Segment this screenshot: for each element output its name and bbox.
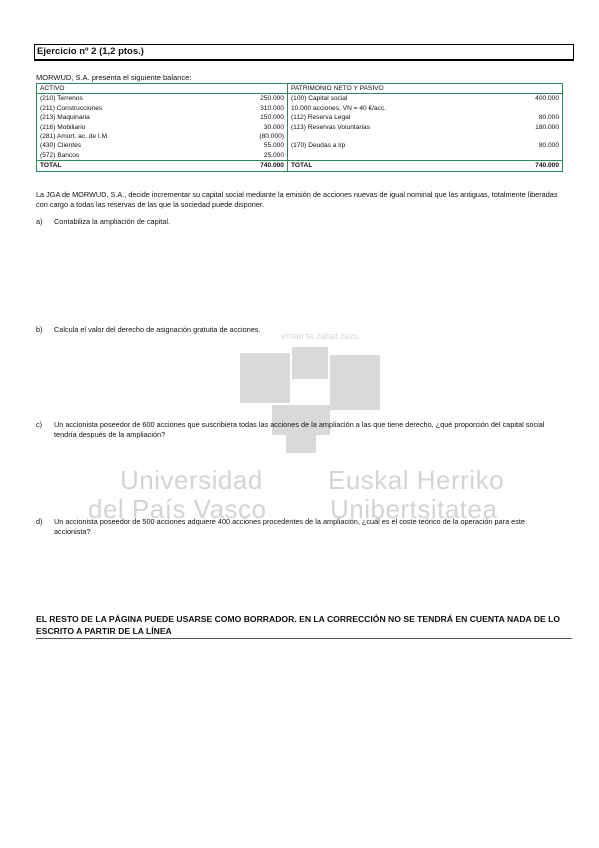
question-text: Contabiliza la ampliación de capital. xyxy=(54,217,171,226)
balance-row xyxy=(37,132,563,141)
balance-row xyxy=(37,104,563,113)
balance-row xyxy=(37,123,563,132)
balance-total-row xyxy=(37,161,563,171)
liability-value: 180.000 xyxy=(535,123,559,131)
asset-label: (211) Construcciones xyxy=(40,104,103,112)
question-letter: c) xyxy=(36,420,43,429)
liabilities-total-label: TOTAL xyxy=(287,161,510,171)
question-text: Un accionista poseedor de 500 acciones adquiere 400 acciones procedentes de la ampliación, ¿cuál es el coste teórico de la operación para este accionista? xyxy=(54,517,525,536)
asset-label: (216) Mobiliario xyxy=(40,123,86,131)
asset-label: (281) Amort. ac. de I.M. xyxy=(40,133,109,141)
liability-value xyxy=(511,151,563,161)
watermark-line2-left: del País Vasco xyxy=(88,494,267,524)
liability-value: 80.000 xyxy=(538,114,559,122)
asset-value: 25.000 xyxy=(263,151,284,159)
asset-label: (572) Bancos xyxy=(40,151,80,159)
balance-header-row xyxy=(37,84,563,94)
asset-value: (80.000) xyxy=(259,133,284,141)
liabilities-total-value: 740.000 xyxy=(511,161,563,171)
liability-value: 80.000 xyxy=(538,142,559,150)
balance-row xyxy=(37,113,563,122)
liability-label: (100) Capital social xyxy=(287,94,510,104)
liability-label xyxy=(287,132,510,141)
asset-value: 310.000 xyxy=(260,104,284,112)
question-letter: b) xyxy=(36,325,43,334)
liability-value xyxy=(511,132,563,141)
problem-statement: La JGA de MORWUD, S.A., decide incrementar su capital social mediante la emisión de acciones nuevas de igual nominal que las antiguas, totalmente liberadas con cargo a todas las reservas de las que la sociedad puede disponer. xyxy=(36,190,558,209)
equity-liabilities-header: PATRIMONIO NETO Y PASIVO xyxy=(287,84,562,94)
balance-row xyxy=(37,141,563,150)
question-d xyxy=(36,517,566,541)
asset-value: 55.000 xyxy=(263,142,284,150)
liability-value: 400.000 xyxy=(535,95,559,103)
asset-value: 250.000 xyxy=(260,95,284,103)
liability-label xyxy=(287,151,510,161)
liability-label: 10.000 acciones, VN = 40 €/acc. xyxy=(287,104,510,113)
liability-label: (170) Deudas a l/p xyxy=(287,141,510,150)
balance-table xyxy=(36,83,563,172)
liability-value xyxy=(511,104,563,113)
asset-label: (430) Clientes xyxy=(40,142,82,150)
liability-label: (112) Reserva Legal xyxy=(287,113,510,122)
question-a xyxy=(36,217,566,229)
assets-total-label: TOTAL xyxy=(37,161,257,171)
question-text: Calcula el valor del derecho de asignación gratuita de acciones. xyxy=(54,325,261,334)
liability-label: (113) Reservas Voluntarias xyxy=(287,123,510,132)
exercise-title: Ejercicio nº 2 (1,2 ptos.) xyxy=(34,44,574,61)
watermark-line2-right: Unibertsitatea xyxy=(330,494,498,524)
question-text: Un accionista poseedor de 600 acciones que suscribiera todas las acciones de la ampliación a las que tiene derecho, ¿qué proporción del capital social tendría después de la ampliación? xyxy=(54,420,545,439)
balance-row xyxy=(37,94,563,104)
question-letter: a) xyxy=(36,217,43,226)
asset-value: 150.000 xyxy=(260,114,284,122)
question-c xyxy=(36,420,566,444)
scratch-area-note: EL RESTO DE LA PÁGINA PUEDE USARSE COMO BORRADOR. EN LA CORRECCIÓN NO SE TENDRÁ EN CUENTA NADA DE LO ESCRITO A PARTIR DE LA LÍNEA xyxy=(36,613,572,639)
assets-header: ACTIVO xyxy=(37,84,288,94)
assets-total-value: 740.000 xyxy=(256,161,287,171)
asset-label: (210) Terrenos xyxy=(40,95,83,103)
watermark-line1-right: Euskal Herriko xyxy=(328,465,505,495)
asset-label: (213) Maquinaria xyxy=(40,114,90,122)
asset-value: 30.000 xyxy=(263,123,284,131)
question-letter: d) xyxy=(36,517,43,526)
balance-row xyxy=(37,151,563,161)
question-b xyxy=(36,325,566,337)
watermark-line1-left: Universidad xyxy=(120,465,263,495)
watermark-motto: eman ta zabal zazu xyxy=(281,331,360,341)
balance-intro: MORWUD, S.A. presenta el siguiente balance: xyxy=(36,73,192,82)
